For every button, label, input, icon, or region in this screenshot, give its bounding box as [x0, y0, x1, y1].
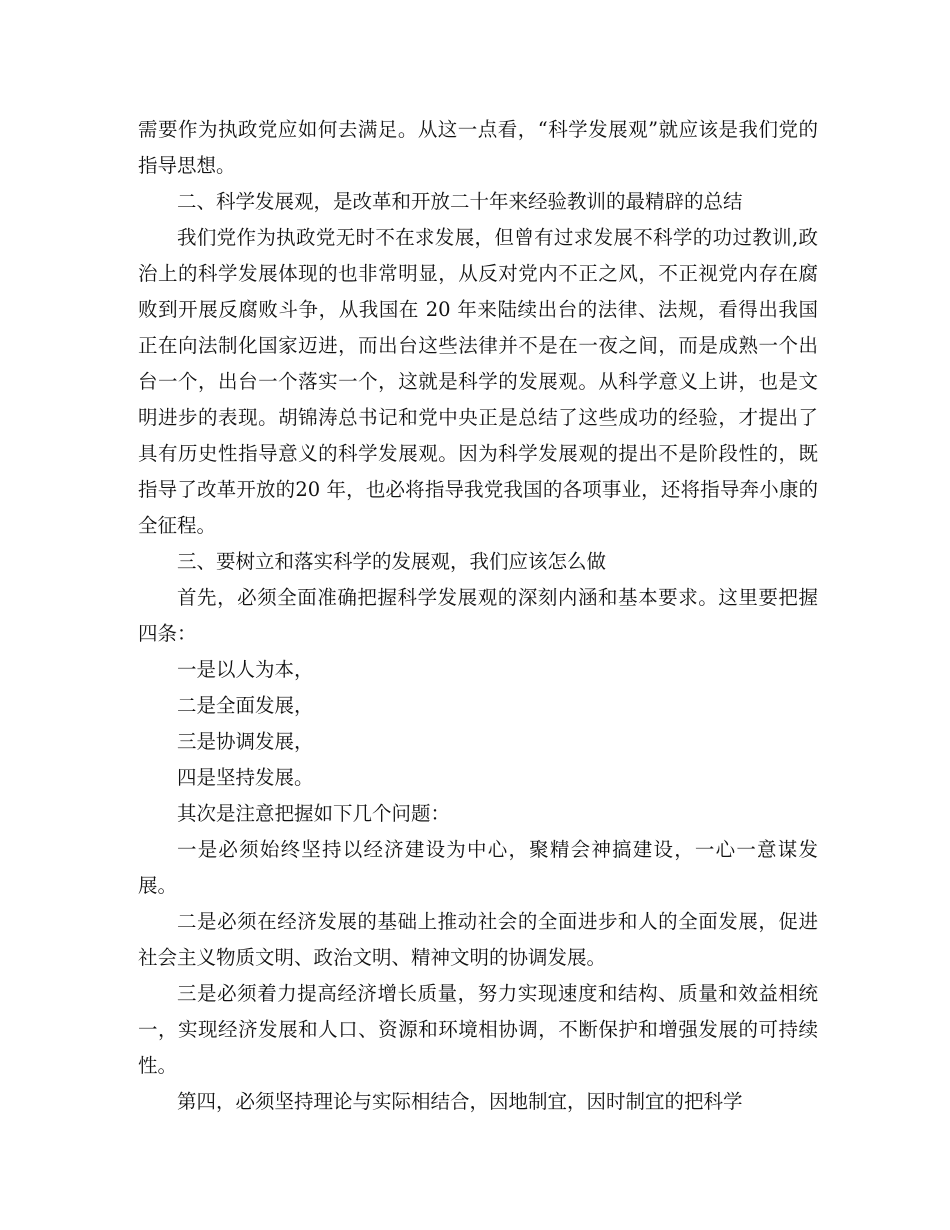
section-heading-three: 三、要树立和落实科学的发展观，我们应该怎么做 [177, 550, 607, 573]
list-item: 二是必须在经济发展的基础上推动社会的全面进步和人的全面发展，促进社会主义物质文明、政治文明、精神文明的协调发展。 [138, 910, 818, 969]
section-heading-two: 二、科学发展观，是改革和开放二十年来经验教训的最精辟的总结 [177, 190, 743, 213]
paragraph-first: 首先，必须全面准确把握科学发展观的深刻内涵和基本要求。这里要把握四条： [138, 586, 818, 645]
paragraph-continuation: 需要作为执政党应如何去满足。从这一点看，“科学发展观”就应该是我们党的指导思想。 [138, 118, 818, 177]
document-page [138, 112, 818, 1120]
list-item: 一是必须始终坚持以经济建设为中心，聚精会神搞建设，一心一意谋发展。 [138, 838, 818, 897]
paragraph-second: 其次是注意把握如下几个问题： [177, 802, 451, 825]
list-item: 四是坚持发展。 [177, 766, 314, 789]
list-item: 一是以人为本， [177, 658, 314, 681]
paragraph-fourth: 第四，必须坚持理论与实际相结合，因地制宜，因时制宜的把科学 [177, 1090, 743, 1113]
list-item: 三是必须着力提高经济增长质量，努力实现速度和结构、质量和效益相统一，实现经济发展和人口、资源和环境相协调，不断保护和增强发展的可持续性。 [138, 982, 818, 1077]
list-item: 三是协调发展， [177, 730, 314, 753]
list-item: 二是全面发展， [177, 694, 314, 717]
paragraph-body: 我们党作为执政党无时不在求发展，但曾有过求发展不科学的功过教训,政治上的科学发展体现的也非常明显，从反对党内不正之风，不正视党内存在腐败到开展反腐败斗争，从我国在 20 年来陆续出台的法律、法规，看得出我国正在向法制化国家迈进，而出台这些法律并不是在一夜之间，而是成熟一个出台一个，出台一个落实一个，这就是科学的发展观。从科学意义上讲，也是文明进步的表现。胡锦涛总书记和党中央正是总结了这些成功的经验，才提出了具有历史性指导意义的科学发展观。因为科学发展观的提出不是阶段性的，既指导了改革开放的20 年，也必将指导我党我国的各项事业，还将指导奔小康的全征程。 [138, 226, 818, 537]
